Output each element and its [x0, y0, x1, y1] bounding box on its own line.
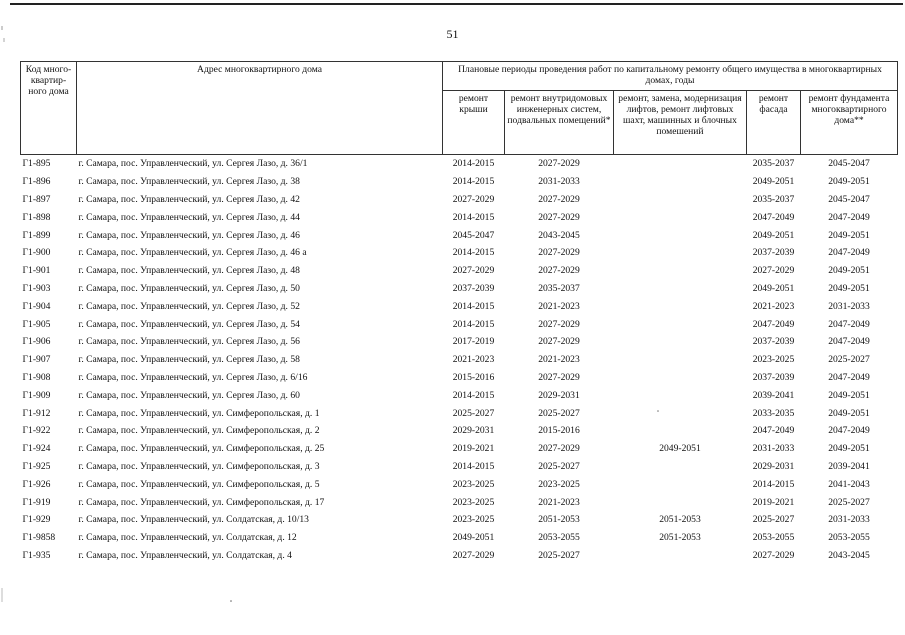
- row-code: Г1-924: [22, 443, 51, 455]
- row-lifts-period: [614, 262, 747, 280]
- row-address: г. Самара, пос. Управленческий, ул. Сергея Лазо, д. 6/16: [78, 371, 308, 383]
- row-systems-period: 2051-2053: [538, 514, 580, 526]
- row-address: г. Самара, пос. Управленческий, ул. Симферопольская, д. 5: [78, 478, 320, 490]
- row-roof-period: 2014-2015: [452, 460, 495, 472]
- row-address: г. Самара, пос. Управленческий, ул. Сергея Лазо, д. 46 а: [78, 247, 307, 259]
- row-foundation-period: 2049-2051: [828, 282, 870, 294]
- row-roof-period: 2017-2019: [452, 336, 495, 348]
- row-roof-period: 2014-2015: [452, 176, 495, 188]
- row-foundation-period: 2045-2047: [828, 158, 870, 170]
- row-lifts-period: [614, 369, 747, 387]
- row-address: г. Самара, пос. Управленческий, ул. Сергея Лазо, д. 54: [78, 318, 300, 330]
- row-facade-period: 2047-2049: [752, 318, 795, 330]
- row-lifts-period: 2051-2053: [659, 532, 701, 544]
- row-lifts-period: [614, 315, 747, 333]
- row-lifts-period: [614, 297, 747, 315]
- row-facade-period: 2033-2035: [752, 407, 795, 419]
- row-facade-period: 2039-2041: [752, 389, 795, 401]
- table-row: [21, 458, 898, 476]
- row-systems-period: 2027-2029: [538, 158, 580, 170]
- row-roof-period: 2014-2015: [452, 158, 495, 170]
- row-foundation-period: 2041-2043: [828, 478, 870, 490]
- row-facade-period: 2037-2039: [752, 336, 795, 348]
- table-row: [21, 244, 898, 262]
- table-row: [21, 422, 898, 440]
- row-code: Г1-9858: [22, 532, 56, 544]
- row-roof-period: 2014-2015: [452, 247, 495, 259]
- row-address: г. Самара, пос. Управленческий, ул. Сергея Лазо, д. 42: [78, 193, 300, 205]
- row-code: Г1-901: [22, 265, 51, 277]
- row-systems-period: 2027-2029: [538, 371, 580, 383]
- row-lifts-period: [614, 280, 747, 298]
- row-facade-period: 2035-2037: [752, 193, 795, 205]
- row-lifts-period: [614, 191, 747, 209]
- row-facade-period: 2047-2049: [752, 425, 795, 437]
- row-foundation-period: 2031-2033: [828, 514, 870, 526]
- row-foundation-period: 2049-2051: [828, 389, 870, 401]
- table-row: [21, 155, 898, 173]
- row-systems-period: 2025-2027: [538, 549, 580, 561]
- row-facade-period: 2053-2055: [752, 532, 795, 544]
- row-roof-period: 2014-2015: [452, 318, 495, 330]
- row-address: г. Самара, пос. Управленческий, ул. Сергея Лазо, д. 52: [78, 300, 300, 312]
- row-foundation-period: 2031-2033: [828, 300, 870, 312]
- row-lifts-period: [614, 386, 747, 404]
- row-code: Г1-896: [22, 176, 51, 188]
- row-facade-period: 2037-2039: [752, 371, 795, 383]
- header-roof: ремонт крыши: [443, 91, 505, 155]
- table-row: [21, 280, 898, 298]
- row-foundation-period: 2049-2051: [828, 176, 870, 188]
- row-lifts-period: [614, 173, 747, 191]
- row-address: г. Самара, пос. Управленческий, ул. Симферопольская, д. 17: [78, 496, 325, 508]
- row-systems-period: 2027-2029: [538, 336, 580, 348]
- row-lifts-period: [614, 475, 747, 493]
- row-code: Г1-919: [22, 496, 51, 508]
- table-row: [21, 173, 898, 191]
- row-facade-period: 2019-2021: [752, 496, 795, 508]
- row-roof-period: 2027-2029: [452, 549, 495, 561]
- row-systems-period: 2031-2033: [538, 176, 580, 188]
- table-row: [21, 511, 898, 529]
- row-foundation-period: 2043-2045: [828, 549, 870, 561]
- table-row: [21, 191, 898, 209]
- row-roof-period: 2019-2021: [452, 443, 495, 455]
- table-row: [21, 404, 898, 422]
- row-code: Г1-907: [22, 354, 51, 366]
- header-address: Адрес многоквартирного дома: [77, 62, 443, 155]
- row-foundation-period: 2047-2049: [828, 247, 870, 259]
- table-row: [21, 297, 898, 315]
- table-row: [21, 475, 898, 493]
- row-systems-period: 2025-2027: [538, 407, 580, 419]
- header-systems: ремонт внутридомовых инженерных систем, подвальных помещений*: [505, 91, 614, 155]
- row-foundation-period: 2025-2027: [828, 354, 870, 366]
- row-roof-period: 2045-2047: [452, 229, 495, 241]
- row-address: г. Самара, пос. Управленческий, ул. Сергея Лазо, д. 48: [78, 265, 300, 277]
- row-address: г. Самара, пос. Управленческий, ул. Сергея Лазо, д. 56: [78, 336, 300, 348]
- row-facade-period: 2031-2033: [752, 443, 795, 455]
- row-facade-period: 2035-2037: [752, 158, 795, 170]
- row-lifts-period: [614, 404, 747, 422]
- row-address: г. Самара, пос. Управленческий, ул. Симферопольская, д. 2: [78, 425, 320, 437]
- row-roof-period: 2029-2031: [452, 425, 495, 437]
- row-facade-period: 2014-2015: [752, 478, 795, 490]
- row-address: г. Самара, пос. Управленческий, ул. Солдатская, д. 10/13: [78, 514, 309, 526]
- top-rule: [10, 3, 903, 5]
- row-systems-period: 2027-2029: [538, 193, 580, 205]
- row-facade-period: 2037-2039: [752, 247, 795, 259]
- header-periods-group: Плановые периоды проведения работ по капитальному ремонту общего имущества в многоквартирных домах, годы: [443, 62, 898, 91]
- row-code: Г1-903: [22, 282, 51, 294]
- row-lifts-period: [614, 226, 747, 244]
- row-foundation-period: 2053-2055: [828, 532, 870, 544]
- row-facade-period: 2021-2023: [752, 300, 795, 312]
- row-facade-period: 2025-2027: [752, 514, 795, 526]
- row-systems-period: 2027-2029: [538, 247, 580, 259]
- row-lifts-period: [614, 208, 747, 226]
- row-facade-period: 2049-2051: [752, 229, 795, 241]
- row-foundation-period: 2047-2049: [828, 425, 870, 437]
- row-systems-period: 2021-2023: [538, 300, 580, 312]
- row-code: Г1-925: [22, 460, 51, 472]
- table-row: [21, 226, 898, 244]
- row-lifts-period: [614, 493, 747, 511]
- row-facade-period: 2027-2029: [752, 265, 795, 277]
- row-code: Г1-898: [22, 211, 51, 223]
- row-foundation-period: 2047-2049: [828, 211, 870, 223]
- row-facade-period: 2029-2031: [752, 460, 795, 472]
- row-facade-period: 2049-2051: [752, 176, 795, 188]
- row-lifts-period: [614, 351, 747, 369]
- row-roof-period: 2023-2025: [452, 478, 495, 490]
- row-roof-period: 2014-2015: [452, 300, 495, 312]
- row-systems-period: 2035-2037: [538, 282, 580, 294]
- row-address: г. Самара, пос. Управленческий, ул. Сергея Лазо, д. 60: [78, 389, 300, 401]
- row-systems-period: 2027-2029: [538, 443, 580, 455]
- row-lifts-period: [614, 458, 747, 476]
- row-address: г. Самара, пос. Управленческий, ул. Сергея Лазо, д. 36/1: [78, 158, 308, 170]
- table-row: [21, 493, 898, 511]
- row-code: Г1-935: [22, 549, 51, 561]
- row-code: Г1-899: [22, 229, 51, 241]
- row-facade-period: 2047-2049: [752, 211, 795, 223]
- row-systems-period: 2015-2016: [538, 425, 580, 437]
- row-systems-period: 2023-2025: [538, 478, 580, 490]
- row-roof-period: 2037-2039: [452, 282, 495, 294]
- row-address: г. Самара, пос. Управленческий, ул. Сергея Лазо, д. 46: [78, 229, 300, 241]
- row-lifts-period: [614, 244, 747, 262]
- row-address: г. Самара, пос. Управленческий, ул. Симферопольская, д. 1: [78, 407, 320, 419]
- table-row: [21, 208, 898, 226]
- row-foundation-period: 2045-2047: [828, 193, 870, 205]
- row-roof-period: 2014-2015: [452, 211, 495, 223]
- header-foundation: ремонт фундамента многоквартирного дома**: [801, 91, 898, 155]
- row-address: г. Самара, пос. Управленческий, ул. Сергея Лазо, д. 50: [78, 282, 300, 294]
- row-address: г. Самара, пос. Управленческий, ул. Сергея Лазо, д. 44: [78, 211, 300, 223]
- row-address: г. Самара, пос. Управленческий, ул. Симферопольская, д. 25: [78, 443, 325, 455]
- row-foundation-period: 2039-2041: [828, 460, 870, 472]
- row-roof-period: 2015-2016: [452, 371, 495, 383]
- page-number: 51: [446, 27, 459, 41]
- row-foundation-period: 2049-2051: [828, 229, 870, 241]
- repair-schedule-table: [20, 61, 898, 564]
- row-foundation-period: 2047-2049: [828, 318, 870, 330]
- row-code: Г1-906: [22, 336, 51, 348]
- table-row: [21, 262, 898, 280]
- table-row: [21, 547, 898, 565]
- header-lifts: ремонт, замена, модернизация лифтов, ремонт лифтовых шахт, машинных и блочных помешений: [614, 91, 747, 155]
- row-systems-period: 2021-2023: [538, 354, 580, 366]
- row-systems-period: 2053-2055: [538, 532, 580, 544]
- table-row: [21, 369, 898, 387]
- row-foundation-period: 2025-2027: [828, 496, 870, 508]
- row-roof-period: 2025-2027: [452, 407, 495, 419]
- row-code: Г1-909: [22, 389, 51, 401]
- row-code: Г1-908: [22, 371, 51, 383]
- table-row: [21, 386, 898, 404]
- table-row: [21, 351, 898, 369]
- row-code: Г1-926: [22, 478, 51, 490]
- header-facade: ремонт фасада: [747, 91, 801, 155]
- row-systems-period: 2027-2029: [538, 265, 580, 277]
- row-code: Г1-895: [22, 158, 51, 170]
- row-code: Г1-900: [22, 247, 51, 259]
- row-foundation-period: 2049-2051: [828, 407, 870, 419]
- row-code: Г1-904: [22, 300, 51, 312]
- table-row: [21, 333, 898, 351]
- row-address: г. Самара, пос. Управленческий, ул. Сергея Лазо, д. 38: [78, 176, 300, 188]
- row-code: Г1-897: [22, 193, 51, 205]
- table-row: [21, 529, 898, 547]
- row-systems-period: 2027-2029: [538, 318, 580, 330]
- row-roof-period: 2023-2025: [452, 514, 495, 526]
- row-lifts-period: [614, 422, 747, 440]
- row-address: г. Самара, пос. Управленческий, ул. Симферопольская, д. 3: [78, 460, 320, 472]
- header-code: Код много-квартир-ного дома: [21, 62, 77, 155]
- table-row: [21, 440, 898, 458]
- row-facade-period: 2049-2051: [752, 282, 795, 294]
- row-roof-period: 2023-2025: [452, 496, 495, 508]
- row-systems-period: 2027-2029: [538, 211, 580, 223]
- row-code: Г1-905: [22, 318, 51, 330]
- row-facade-period: 2023-2025: [752, 354, 795, 366]
- row-lifts-period: [614, 155, 747, 173]
- row-roof-period: 2049-2051: [452, 532, 495, 544]
- row-lifts-period: 2049-2051: [659, 443, 701, 455]
- row-roof-period: 2027-2029: [452, 193, 495, 205]
- row-foundation-period: 2049-2051: [828, 443, 870, 455]
- row-address: г. Самара, пос. Управленческий, ул. Солдатская, д. 4: [78, 549, 292, 561]
- row-address: г. Самара, пос. Управленческий, ул. Сергея Лазо, д. 58: [78, 354, 300, 366]
- row-address: г. Самара, пос. Управленческий, ул. Солдатская, д. 12: [78, 532, 297, 544]
- row-systems-period: 2025-2027: [538, 460, 580, 472]
- row-systems-period: 2029-2031: [538, 389, 580, 401]
- row-code: Г1-912: [22, 407, 51, 419]
- row-roof-period: 2021-2023: [452, 354, 495, 366]
- row-code: Г1-922: [22, 425, 51, 437]
- row-code: Г1-929: [22, 514, 51, 526]
- row-lifts-period: 2051-2053: [659, 514, 701, 526]
- row-lifts-period: [614, 333, 747, 351]
- row-foundation-period: 2047-2049: [828, 336, 870, 348]
- row-foundation-period: 2047-2049: [828, 371, 870, 383]
- row-lifts-period: [614, 547, 747, 565]
- row-roof-period: 2014-2015: [452, 389, 495, 401]
- table-row: [21, 315, 898, 333]
- row-facade-period: 2027-2029: [752, 549, 795, 561]
- row-foundation-period: 2049-2051: [828, 265, 870, 277]
- row-systems-period: 2043-2045: [538, 229, 580, 241]
- row-systems-period: 2021-2023: [538, 496, 580, 508]
- row-roof-period: 2027-2029: [452, 265, 495, 277]
